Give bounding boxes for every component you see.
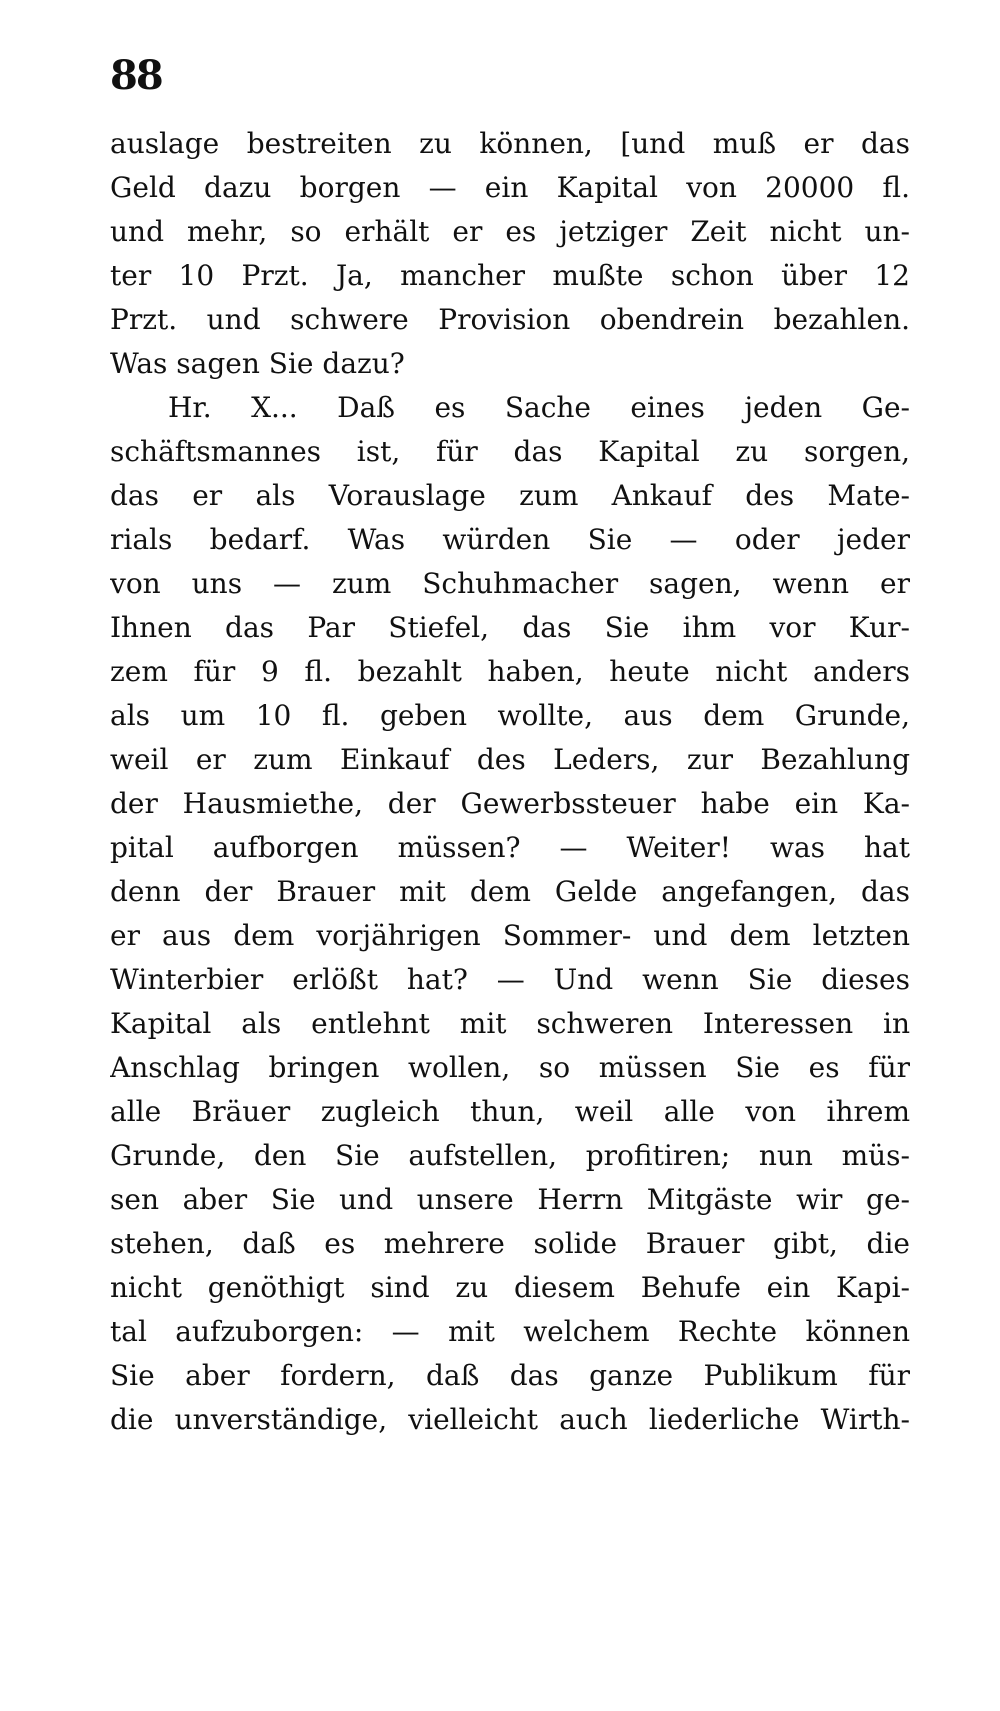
text-line: auslage bestreiten zu können, [und muß er das [110,127,910,160]
text-line: das er als Vorauslage zum Ankauf des Mate- [110,479,910,512]
text-line: pital aufborgen müssen? — Weiter! was hat [110,831,910,864]
text-line: der Hausmiethe, der Gewerbssteuer habe ein Ka- [110,787,910,820]
text-line: Przt. und schwere Provision obendrein bezahlen. [110,303,910,336]
text-line: weil er zum Einkauf des Leders, zur Bezahlung [110,743,910,776]
text-line: nicht genöthigt sind zu diesem Behufe ein Kapi- [110,1271,910,1304]
text-line: Kapital als entlehnt mit schweren Interessen in [110,1007,910,1040]
text-line: Hr. X... Daß es Sache eines jeden Ge- [168,391,910,424]
text-line: Winterbier erlößt hat? — Und wenn Sie dieses [110,963,910,996]
text-line: Geld dazu borgen — ein Kapital von 20000 fl. [110,171,910,204]
body-text [110,122,910,1442]
text-line: zem für 9 fl. bezahlt haben, heute nicht anders [110,655,910,688]
page-number: 88 [110,52,162,99]
text-line: alle Bräuer zugleich thun, weil alle von ihrem [110,1095,910,1128]
text-line: schäftsmannes ist, für das Kapital zu sorgen, [110,435,910,468]
text-line: tal aufzuborgen: — mit welchem Rechte können [110,1315,910,1348]
text-line: sen aber Sie und unsere Herrn Mitgäste wir ge- [110,1183,910,1216]
text-line: stehen, daß es mehrere solide Brauer gibt, die [110,1227,910,1260]
text-line: die unverständige, vielleicht auch liederliche Wirth- [110,1403,910,1436]
text-line: ter 10 Przt. Ja, mancher mußte schon über 12 [110,259,910,292]
text-line: er aus dem vorjährigen Sommer- und dem letzten [110,919,910,952]
text-line: Anschlag bringen wollen, so müssen Sie es für [110,1051,910,1084]
text-line: denn der Brauer mit dem Gelde angefangen, das [110,875,910,908]
text-line: Was sagen Sie dazu? [110,347,405,380]
text-line: als um 10 fl. geben wollte, aus dem Grunde, [110,699,910,732]
text-line: rials bedarf. Was würden Sie — oder jeder [110,523,910,556]
text-line: und mehr, so erhält er es jetziger Zeit nicht un- [110,215,910,248]
text-line: Ihnen das Par Stiefel, das Sie ihm vor Kur- [110,611,910,644]
text-line: Sie aber fordern, daß das ganze Publikum für [110,1359,910,1392]
text-line: von uns — zum Schuhmacher sagen, wenn er [110,567,910,600]
text-line: Grunde, den Sie aufstellen, profitiren; nun müs- [110,1139,910,1172]
